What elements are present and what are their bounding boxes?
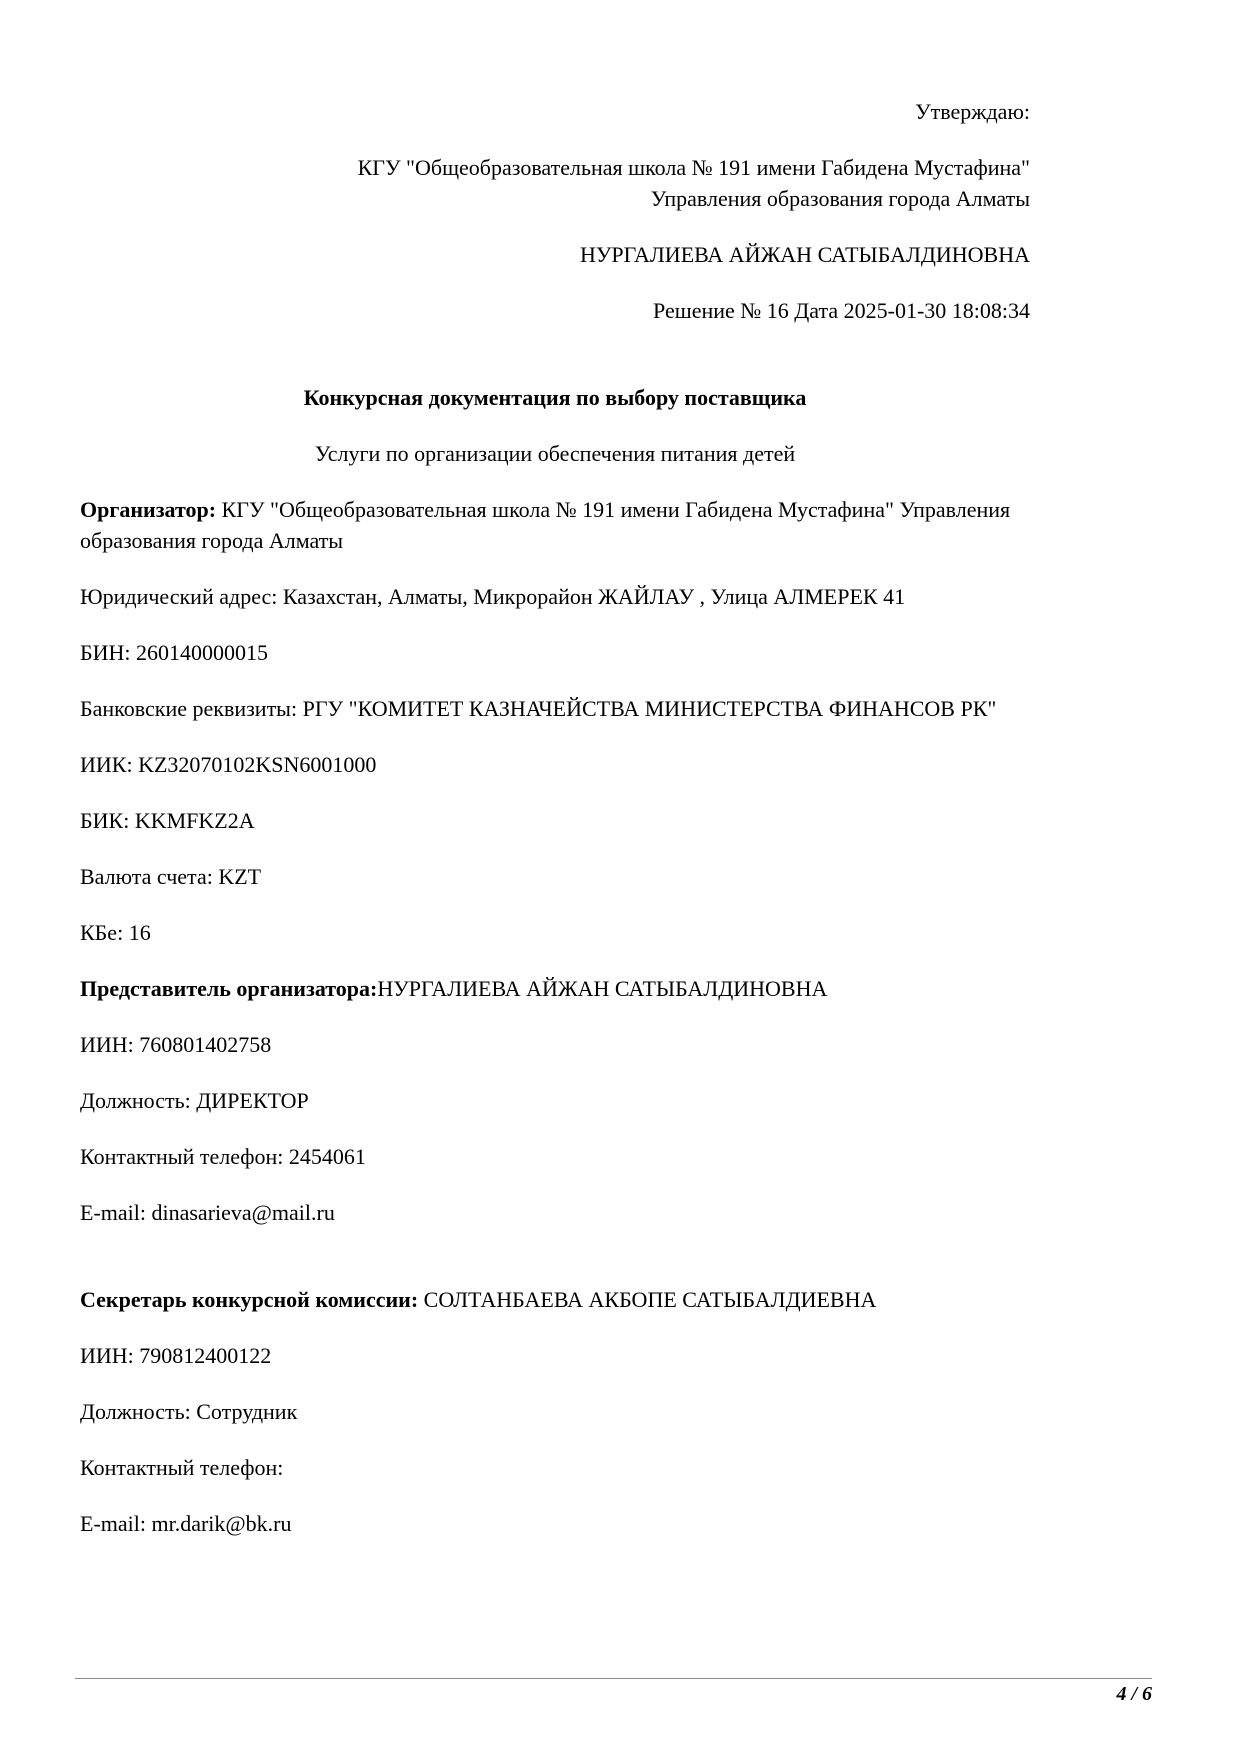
organizer-name: КГУ "Общеобразовательная школа № 191 имени Габидена Мустафина" Управления образования города Алматы xyxy=(80,497,1011,553)
secretary-iin-line xyxy=(80,1340,1030,1371)
representative-name: НУРГАЛИЕВА АЙЖАН САТЫБАЛДИНОВНА xyxy=(377,976,828,1001)
secretary-email-line xyxy=(80,1508,1030,1539)
representative-email-line xyxy=(80,1197,1030,1228)
page-number: 4 / 6 xyxy=(1116,1683,1152,1705)
approval-block xyxy=(80,96,1030,326)
representative-label: Представитель организатора: xyxy=(80,976,378,1001)
secretary-iin-value: 790812400122 xyxy=(139,1343,272,1368)
organizer-label: Организатор: xyxy=(80,497,217,522)
bik-value: KKMFKZ2A xyxy=(134,808,255,833)
representative-phone-value: 2454061 xyxy=(288,1144,366,1169)
secretary-iin-label: ИИН: xyxy=(80,1343,134,1368)
secretary-phone-label: Контактный телефон: xyxy=(80,1455,284,1480)
representative-iin-value: 760801402758 xyxy=(139,1032,272,1057)
bik-line xyxy=(80,805,1030,836)
representative-iin-line xyxy=(80,1029,1030,1060)
approval-approver-name: НУРГАЛИЕВА АЙЖАН САТЫБАЛДИНОВНА xyxy=(579,242,1030,267)
organizer-line xyxy=(80,494,1030,556)
secretary-position-line xyxy=(80,1396,1030,1427)
secretary-position-label: Должность: xyxy=(80,1399,191,1424)
currency-label: Валюта счета: xyxy=(80,864,213,889)
legal-address-line xyxy=(80,581,1030,612)
approval-org-line1: КГУ "Общеобразовательная школа № 191 имени Габидена Мустафина" xyxy=(357,155,1030,180)
representative-email-label: E-mail: xyxy=(80,1200,146,1225)
representative-position-label: Должность: xyxy=(80,1088,191,1113)
kbe-line xyxy=(80,917,1030,948)
representative-iin-label: ИИН: xyxy=(80,1032,134,1057)
currency-value: KZT xyxy=(218,864,262,889)
iik-label: ИИК: xyxy=(80,752,133,777)
representative-phone-line xyxy=(80,1141,1030,1172)
bin-label: БИН: xyxy=(80,640,131,665)
bin-line xyxy=(80,637,1030,668)
iik-line xyxy=(80,749,1030,780)
document-title: Конкурсная документация по выбору поставщика xyxy=(303,385,807,410)
approval-organization xyxy=(80,152,1030,214)
representative-position-value: ДИРЕКТОР xyxy=(196,1088,309,1113)
secretary-label: Секретарь конкурсной комиссии: xyxy=(80,1287,419,1312)
bik-label: БИК: xyxy=(80,808,130,833)
secretary-phone-line xyxy=(80,1452,1030,1483)
bank-details-value: РГУ "КОМИТЕТ КАЗНАЧЕЙСТВА МИНИСТЕРСТВА ФИНАНСОВ РК" xyxy=(302,696,997,721)
bin-value: 260140000015 xyxy=(136,640,269,665)
legal-address-label: Юридический адрес: xyxy=(80,584,278,609)
kbe-value: 16 xyxy=(128,920,151,945)
representative-email-value: dinasarieva@mail.ru xyxy=(151,1200,335,1225)
document-subtitle: Услуги по организации обеспечения питания детей xyxy=(314,441,796,466)
kbe-label: КБе: xyxy=(80,920,124,945)
secretary-name: СОЛТАНБАЕВА АКБОПЕ САТЫБАЛДИЕВНА xyxy=(423,1287,877,1312)
bank-details-label: Банковские реквизиты: xyxy=(80,696,298,721)
secretary-position-value: Сотрудник xyxy=(196,1399,298,1424)
representative-position-line xyxy=(80,1085,1030,1116)
approval-label: Утверждаю: xyxy=(915,99,1030,124)
currency-line xyxy=(80,861,1030,892)
bank-details-line xyxy=(80,693,1030,724)
approval-org-line2: Управления образования города Алматы xyxy=(650,186,1030,211)
representative-line xyxy=(80,973,1030,1004)
footer-divider xyxy=(75,1678,1152,1679)
legal-address-value: Казахстан, Алматы, Микрорайон ЖАЙЛАУ , Улица АЛМЕРЕК 41 xyxy=(282,584,906,609)
secretary-email-value: mr.darik@bk.ru xyxy=(151,1511,292,1536)
approval-decision: Решение № 16 Дата 2025-01-30 18:08:34 xyxy=(653,298,1030,323)
secretary-line xyxy=(80,1284,1030,1315)
iik-value: KZ32070102KSN6001000 xyxy=(138,752,377,777)
secretary-email-label: E-mail: xyxy=(80,1511,146,1536)
representative-phone-label: Контактный телефон: xyxy=(80,1144,284,1169)
